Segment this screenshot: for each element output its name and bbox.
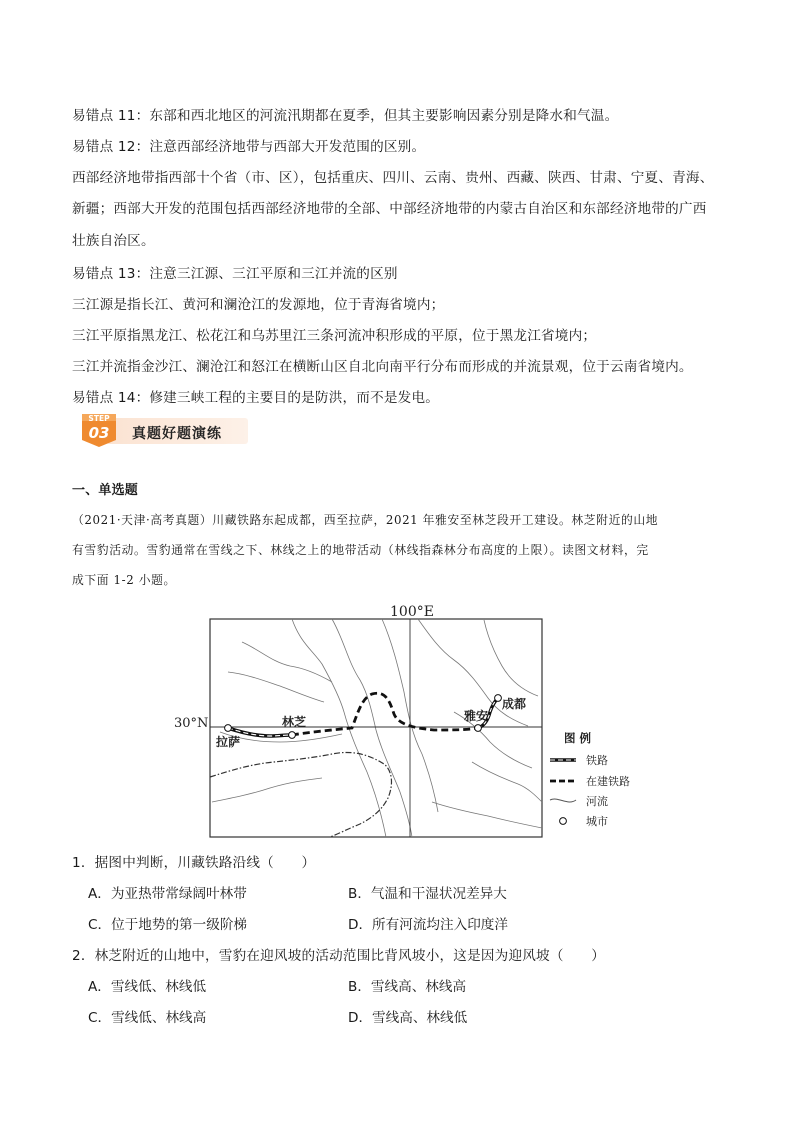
step-number: 03 [88, 424, 110, 442]
note-line: 三江并流指金沙江、澜沧江和怒江在横断山区自北向南平行分布而形成的并流景观，位于云南省境内。 [72, 359, 693, 375]
legend-title: 图 例 [564, 731, 592, 745]
note-line: 易错点 13：注意三江源、三江平原和三江并流的区别 [72, 266, 398, 282]
intro-line: （2021·天津·高考真题）川藏铁路东起成都，西至拉萨，2021 年雅安至林芝段开工建设。林芝附近的山地 [72, 513, 659, 527]
question-stem: 2．林芝附近的山地中，雪豹在迎风坡的活动范围比背风坡小，这是因为迎风坡（ ） [72, 948, 606, 964]
legend-city: 城市 [586, 815, 608, 828]
note-line: 新疆；西部大开发的范围包括西部经济地带的全部、中部经济地带的内蒙古自治区和东部经济地带的广西 [72, 201, 707, 217]
intro-line: 有雪豹活动。雪豹通常在雪线之下、林线之上的地带活动（林线指森林分布高度的上限）。读图文材料，完 [72, 543, 649, 557]
city-marker [289, 732, 296, 739]
city-label: 林芝 [282, 715, 307, 729]
section-title: 一、单选题 [72, 483, 139, 498]
note-line: 三江平原指黑龙江、松花江和乌苏里江三条河流冲积形成的平原，位于黑龙江省境内； [72, 328, 597, 344]
option-b: B．气温和干湿状况差异大 [348, 886, 507, 902]
legend-river: 河流 [586, 795, 608, 808]
note-line: 易错点 12：注意西部经济地带与西部大开发范围的区别。 [72, 139, 426, 155]
legend-railway: 铁路 [586, 754, 608, 767]
intro-line: 成下面 1-2 小题。 [72, 573, 176, 587]
map-legend [550, 731, 630, 828]
legend-railway-under-construction: 在建铁路 [586, 775, 630, 788]
note-line: 易错点 14：修建三峡工程的主要目的是防洪，而不是发电。 [72, 390, 440, 406]
city-marker [495, 695, 502, 702]
option-d: D．所有河流均注入印度洋 [348, 917, 508, 933]
step-banner [76, 412, 248, 448]
note-line: 壮族自治区。 [72, 233, 155, 249]
option-c: C．雪线低、林线高 [88, 1010, 207, 1026]
step-badge-icon [76, 412, 124, 448]
note-line: 西部经济地带指西部十个省（市、区），包括重庆、四川、云南、贵州、西藏、陕西、甘肃、宁夏、青海、 [72, 170, 714, 186]
option-d: D．雪线高、林线低 [348, 1010, 468, 1026]
city-marker [475, 725, 482, 732]
meridian-label: 100°E [390, 604, 434, 620]
city-marker [225, 725, 232, 732]
note-line: 易错点 11：东部和西北地区的河流汛期都在夏季，但其主要影响因素分别是降水和气温。 [72, 108, 619, 124]
option-c: C．位于地势的第一级阶梯 [88, 917, 248, 933]
step-title: 真题好题演练 [132, 426, 222, 442]
option-b: B．雪线高、林线高 [348, 979, 467, 995]
option-a: A．为亚热带常绿阔叶林带 [88, 886, 247, 902]
sichuan-tibet-railway-map [172, 602, 642, 838]
parallel-label: 30°N [174, 716, 209, 731]
city-label: 雅安 [464, 709, 489, 723]
city-label: 拉萨 [216, 735, 241, 749]
question-stem: 1．据图中判断，川藏铁路沿线（ ） [72, 855, 316, 871]
option-a: A．雪线低、林线低 [88, 979, 207, 995]
step-label: STEP [88, 414, 110, 423]
city-label: 成都 [502, 697, 527, 711]
note-line: 三江源是指长江、黄河和澜沧江的发源地，位于青海省境内； [72, 297, 445, 313]
